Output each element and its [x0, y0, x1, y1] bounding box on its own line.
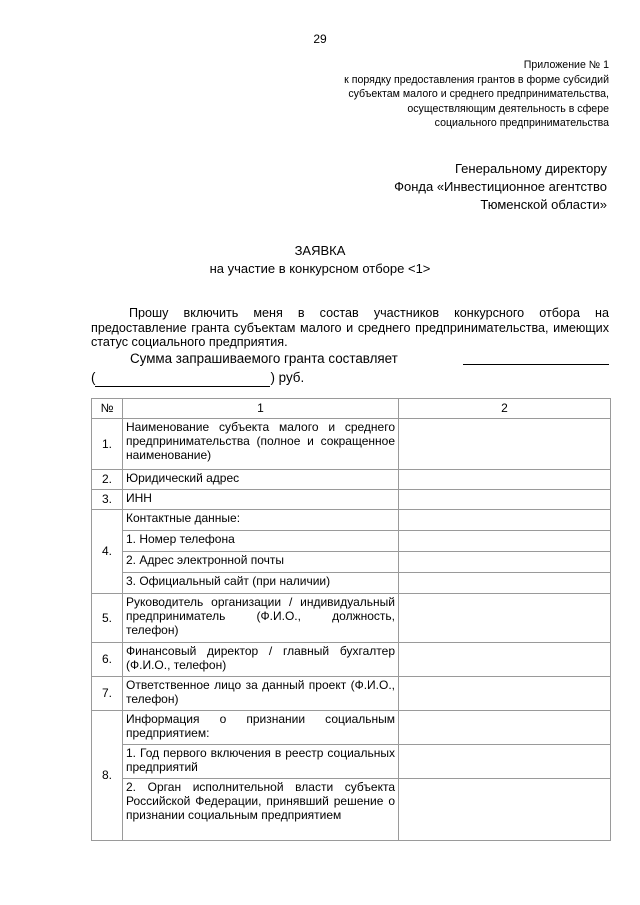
row-label: Контактные данные: — [123, 510, 399, 531]
row-number: 5. — [92, 594, 123, 643]
table-row — [92, 470, 611, 490]
table-row — [92, 643, 611, 677]
table-row — [92, 677, 611, 711]
title-main: ЗАЯВКА — [294, 243, 346, 258]
row-label: 2. Адрес электронной почты — [123, 552, 399, 573]
row-number: 2. — [92, 470, 123, 490]
addressee-line: Тюменской области» — [480, 197, 607, 212]
addressee-line: Фонда «Инвестиционное агентство — [394, 179, 607, 194]
row-number: 4. — [92, 510, 123, 594]
row-label: Юридический адрес — [123, 470, 399, 490]
table-row — [92, 594, 611, 643]
appendix-header — [344, 58, 609, 131]
row-value-cell[interactable] — [399, 470, 611, 490]
header-cell: № — [92, 399, 123, 419]
table-row — [92, 490, 611, 510]
appendix-line: субъектам малого и среднего предпринимательства, — [348, 88, 609, 100]
row-label: Финансовый директор / главный бухгалтер (Ф.И.О., телефон) — [123, 643, 399, 677]
table-subrow — [92, 531, 611, 552]
row-number: 3. — [92, 490, 123, 510]
open-paren: ( — [91, 370, 96, 385]
grant-sum-suffix: ) руб. — [270, 370, 305, 385]
row-value-cell[interactable] — [399, 419, 611, 470]
row-label: Руководитель организации / индивидуальный предприниматель (Ф.И.О., должность, телефон) — [123, 594, 399, 643]
row-label: 3. Официальный сайт (при наличии) — [123, 573, 399, 594]
row-number: 6. — [92, 643, 123, 677]
application-table — [91, 398, 611, 841]
row-label: 1. Номер телефона — [123, 531, 399, 552]
row-label: ИНН — [123, 490, 399, 510]
table-row — [92, 510, 611, 531]
appendix-line: Приложение № 1 — [523, 59, 609, 71]
row-number: 7. — [92, 677, 123, 711]
grant-sum-line — [130, 350, 609, 368]
document-title — [0, 242, 640, 278]
row-value-cell[interactable] — [399, 711, 611, 745]
table-subrow — [92, 552, 611, 573]
row-value-cell[interactable] — [399, 510, 611, 531]
row-label: Наименование субъекта малого и среднего предпринимательства (полное и сокращенное наименование) — [123, 419, 399, 470]
row-value-cell[interactable] — [399, 490, 611, 510]
row-value-cell[interactable] — [399, 779, 611, 841]
addressee — [394, 160, 607, 214]
title-sub: на участие в конкурсном отборе <1> — [209, 261, 431, 276]
table-header-row — [92, 399, 611, 419]
row-value-cell[interactable] — [399, 745, 611, 779]
row-number: 8. — [92, 711, 123, 841]
row-label: 2. Орган исполнительной власти субъекта Российской Федерации, принявший решение о признании социальным предприятием — [123, 779, 399, 841]
row-label: Ответственное лицо за данный проект (Ф.И.О., телефон) — [123, 677, 399, 711]
request-paragraph — [91, 306, 609, 350]
appendix-line: к порядку предоставления грантов в форме субсидий — [344, 73, 609, 86]
table-row — [92, 419, 611, 470]
grant-sum-words-field[interactable] — [95, 374, 270, 387]
appendix-line: осуществляющим деятельность в сфере — [407, 102, 609, 115]
row-value-cell[interactable] — [399, 594, 611, 643]
appendix-line: социального предпринимательства — [434, 117, 609, 129]
grant-sum-label: Сумма запрашиваемого гранта составляет — [130, 351, 398, 366]
table-subrow — [92, 573, 611, 594]
table-subrow — [92, 745, 611, 779]
header-cell: 1 — [123, 399, 399, 419]
table-subrow — [92, 779, 611, 841]
row-value-cell[interactable] — [399, 531, 611, 552]
grant-sum-words-line — [91, 369, 304, 387]
addressee-line: Генеральному директору — [455, 161, 607, 176]
page-number: 29 — [313, 32, 327, 46]
row-value-cell[interactable] — [399, 643, 611, 677]
row-label: 1. Год первого включения в реестр социальных предприятий — [123, 745, 399, 779]
table-row — [92, 711, 611, 745]
header-cell: 2 — [399, 399, 611, 419]
grant-sum-field[interactable] — [463, 350, 609, 365]
row-value-cell[interactable] — [399, 552, 611, 573]
row-value-cell[interactable] — [399, 573, 611, 594]
row-label: Информация о признании социальным предприятием: — [123, 711, 399, 745]
row-value-cell[interactable] — [399, 677, 611, 711]
row-number: 1. — [92, 419, 123, 470]
request-text: Прошу включить меня в состав участников конкурсного отбора на предоставление гранта субъектам малого и среднего предпринимательства, имеющих статус социального предприятия. — [91, 306, 609, 350]
